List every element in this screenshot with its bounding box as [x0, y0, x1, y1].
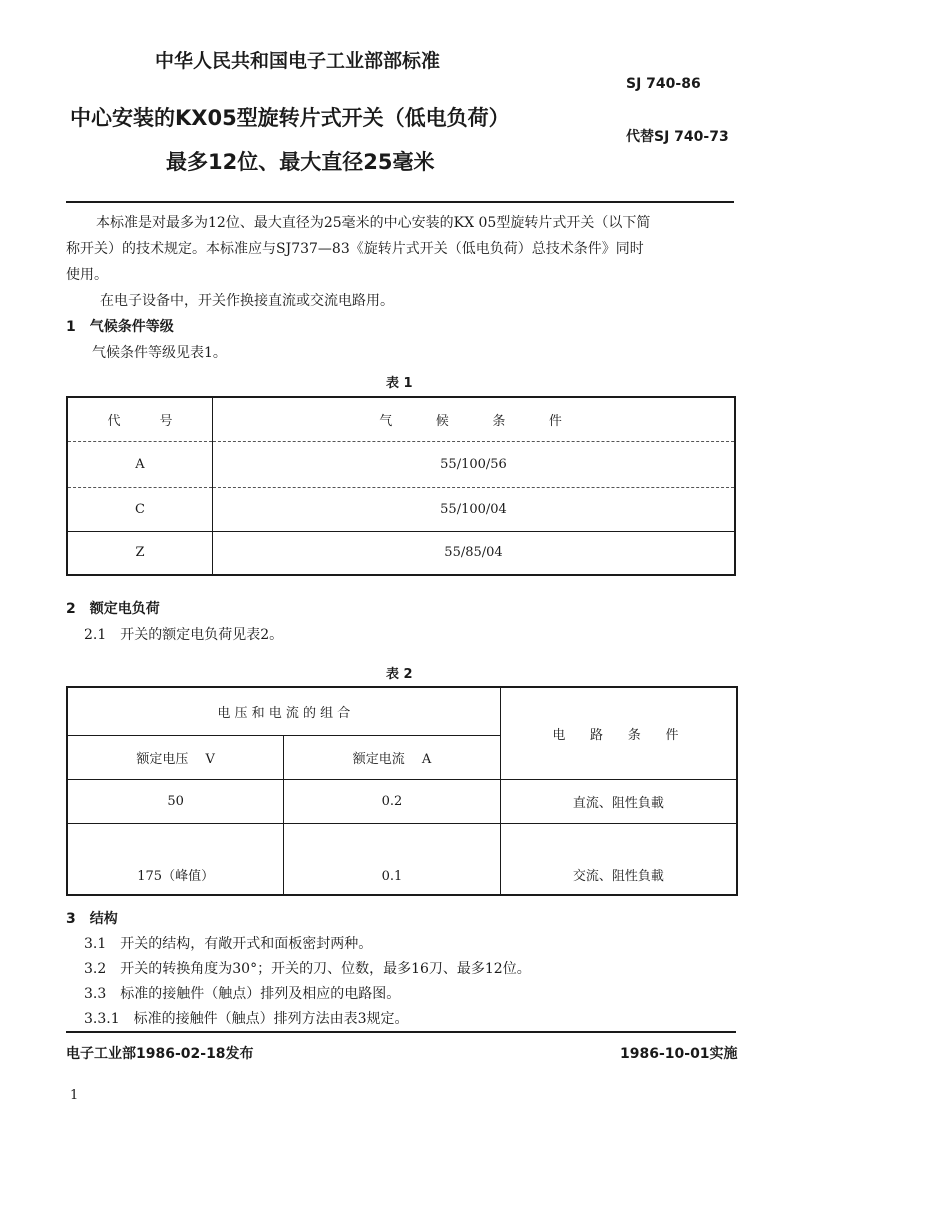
section-3-item: 3.1 开关的结构，有敞开式和面板密封两种。 — [84, 936, 373, 952]
section-1-heading: 1 气候条件等级 — [66, 319, 174, 335]
table-header-condition: 气 候 条 件 — [213, 397, 736, 441]
current-value: 0.1 — [284, 823, 500, 895]
section-3-item: 3.2 开关的转换角度为30°；开关的刀、位数，最多16刀、最多12位。 — [84, 961, 531, 977]
table-group-header: 电 压 和 电 流 的 组 合 — [67, 687, 500, 735]
intro-paragraph-2: 在电子设备中，开关作换接直流或交流电路用。 — [100, 293, 394, 309]
replaces-code: 代替SJ 740-73 — [626, 129, 729, 145]
load-table — [66, 686, 738, 896]
table-row — [67, 531, 735, 575]
table-row — [67, 441, 735, 487]
intro-line-2: 称开关）的技术规定。本标准应与SJ737—83《旋转片式开关（低电负荷）总技术条件》同时 — [66, 241, 644, 257]
voltage-value: 50 — [67, 779, 284, 823]
table-header-voltage: 额定电压 V — [67, 735, 284, 779]
circuit-condition: 直流、阻性負載 — [500, 779, 737, 823]
table-row — [67, 823, 737, 895]
section-1-text: 气候条件等级见表1。 — [92, 345, 227, 361]
circuit-condition: 交流、阻性負載 — [572, 869, 664, 884]
table-1-caption: 表 1 — [386, 376, 413, 391]
climate-condition: 55/100/56 — [213, 441, 736, 487]
table-2-caption: 表 2 — [386, 667, 413, 682]
issued-date: 电子工业部1986-02-18发布 — [66, 1046, 254, 1062]
effective-date: 1986-10-01实施 — [620, 1046, 738, 1062]
table-row — [67, 487, 735, 531]
current-value: 0.2 — [284, 779, 500, 823]
intro-line-3: 使用。 — [66, 267, 108, 283]
climate-condition: 55/85/04 — [444, 545, 503, 561]
standard-code: SJ 740-86 — [626, 76, 701, 92]
issuing-organization: 中华人民共和国电子工业部部标准 — [155, 50, 441, 72]
climate-table — [66, 396, 736, 576]
title-line-1: 中心安装的KX05型旋转片式开关（低电负荷） — [70, 106, 510, 130]
intro-line-1: 本标准是对最多为12位、最大直径为25毫米的中心安装的KX 05型旋转片式开关（以下简 — [96, 215, 651, 231]
voltage-value: 175（峰值） — [67, 823, 284, 895]
title-line-2: 最多12位、最大直径25毫米 — [166, 150, 435, 174]
section-2-1-text: 2.1 开关的额定电负荷见表2。 — [84, 627, 284, 643]
footer-divider — [66, 1031, 736, 1033]
climate-code: A — [67, 441, 213, 487]
table-row — [67, 779, 737, 823]
section-3-item: 3.3 标准的接触件（触点）排列及相应的电路图。 — [84, 986, 401, 1002]
page-number: 1 — [70, 1088, 79, 1103]
section-3-heading: 3 结构 — [66, 911, 118, 927]
climate-code: Z — [67, 531, 213, 575]
table-header-code: 代 号 — [67, 397, 213, 441]
table-header-current: 额定电流 A — [284, 735, 500, 779]
climate-condition: 55/100/04 — [213, 487, 736, 531]
section-2-heading: 2 额定电负荷 — [66, 601, 160, 617]
header-divider — [66, 201, 734, 203]
climate-code: C — [67, 487, 213, 531]
section-3-item: 3.3.1 标准的接触件（触点）排列方法由表3规定。 — [84, 1011, 409, 1027]
table-header-circuit: 电 路 条 件 — [500, 687, 737, 779]
